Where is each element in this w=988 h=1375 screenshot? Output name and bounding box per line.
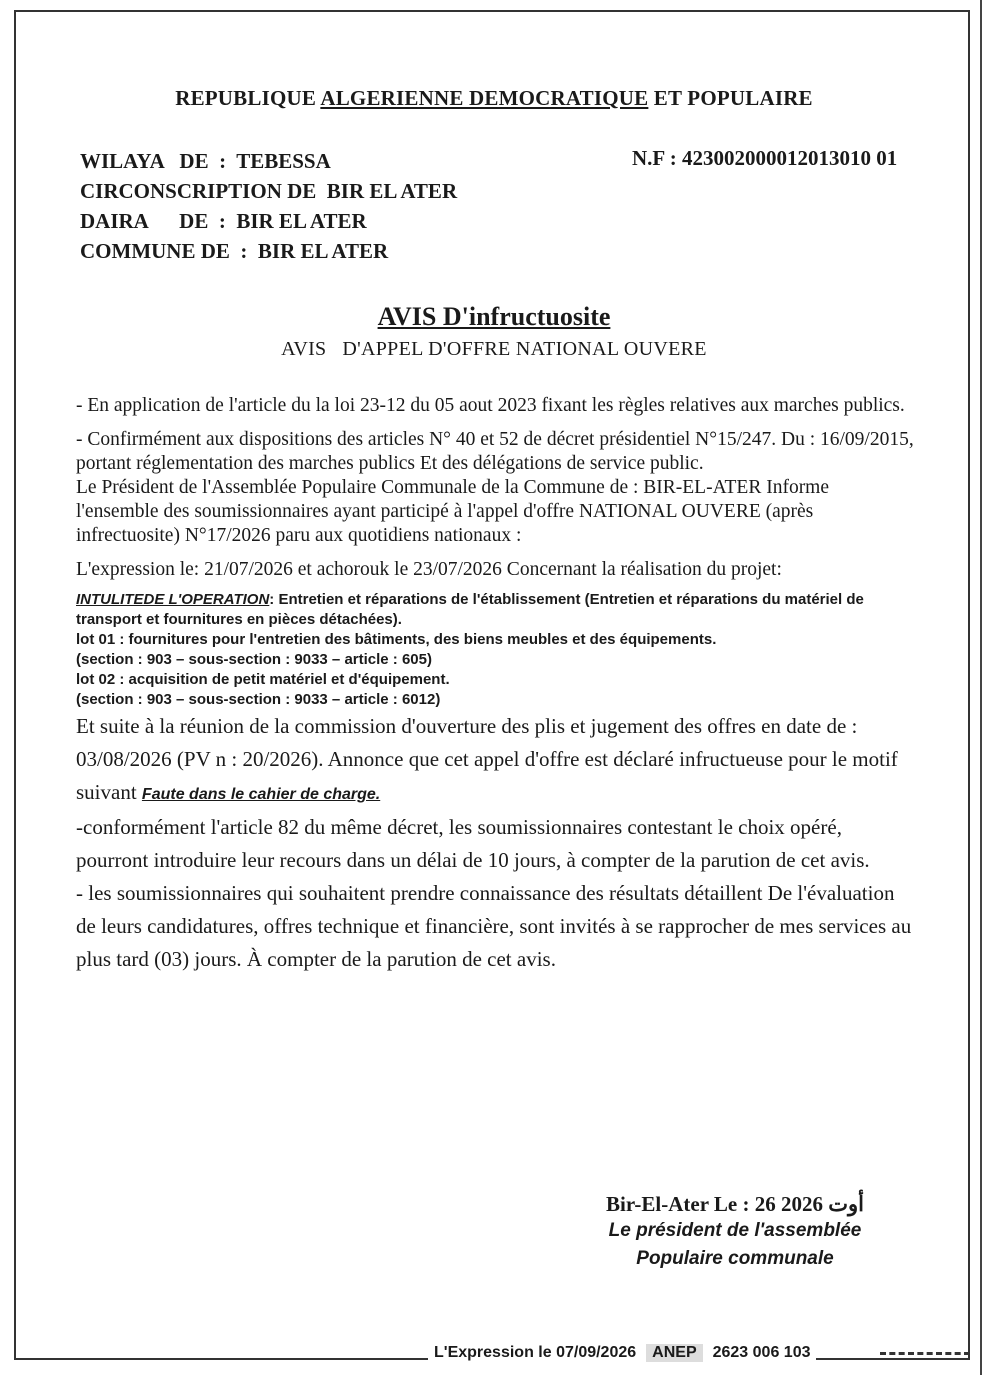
paragraph-commission <box>76 710 916 811</box>
header-part3: ET POPULAIRE <box>648 86 813 110</box>
reason-text: Faute dans le cahier de charge. <box>141 786 381 803</box>
commission-text: Et suite à la réunion de la commission d'ouverture des plis et jugement des offres en date de : 03/08/2026 (PV n : 20/2026). Annonce que cet appel d'offre est déclaré infructueuse pour le motif suivant <box>76 714 898 804</box>
footer-dashed-rule <box>880 1352 970 1355</box>
lot1-reference: (section : 903 – sous-section : 9033 – article : 605) <box>76 651 432 668</box>
paragraph-results: - les soumissionnaires qui souhaitent prendre connaissance des résultats détaillent De l'évaluation de leurs candidatures, offres technique et financière, sont invités à se rapprocher de mes services au plus tard (03) jours. À compter de la parution de cet avis. <box>76 881 912 971</box>
admin-block <box>80 146 457 266</box>
paragraph-decree: - Confirmément aux dispositions des articles N° 40 et 52 de décret présidentiel N°15/247. Du : 16/09/2015, portant réglementation des marches publics Et des délégations de service public. <box>76 429 914 474</box>
operation-label: INTULITEDE L'OPERATION <box>76 591 270 608</box>
signature-block <box>570 1192 900 1273</box>
anep-badge: ANEP <box>646 1344 702 1362</box>
circonscription-line: CIRCONSCRIPTION DE BIR EL ATER <box>80 179 458 203</box>
republic-header <box>0 86 988 111</box>
lot2-reference: (section : 903 – sous-section : 9033 – article : 6012) <box>76 691 441 708</box>
daira-line: DAIRA DE : BIR EL ATER <box>80 209 367 233</box>
paragraph-president: Le Président de l'Assemblée Populaire Communale de la Commune de : BIR-EL-ATER Informe l'ensemble des soumissionnaires ayant participé à l'appel d'offre NATIONAL OUVERE (après infrectuosite) N°17/2026 paru aux quotidiens nationaux : <box>76 477 830 546</box>
signature-role-line2: Populaire communale <box>636 1248 834 1269</box>
header-part2: ALGERIENNE DEMOCRATIQUE <box>320 86 649 110</box>
nf-number: N.F : 423002000012013010 01 <box>632 146 898 170</box>
publication-footer <box>428 1344 816 1362</box>
operation-text: : Entretien et réparations de l'établissement (Entretien et réparations du matériel de transport et fournitures en pièces détachées). <box>76 591 864 628</box>
paragraph-appeal: -conformément l'article 82 du même décret, les soumissionnaires contestant le choix opéré, pourront introduire leur recours dans un délai de 10 jours, à compter de la parution de cet avis. <box>76 815 870 872</box>
lot2-line: lot 02 : acquisition de petit matériel et d'équipement. <box>76 671 450 688</box>
footer-source: L'Expression le 07/09/2026 <box>434 1344 637 1361</box>
signature-date: Bir-El-Ater Le : 26 أوت 2026 <box>606 1192 864 1216</box>
paragraph-publication: L'expression le: 21/07/2026 et achorouk le 23/07/2026 Concernant la réalisation du projet: <box>76 559 782 580</box>
notice-body <box>76 394 916 976</box>
operation-block <box>76 590 916 710</box>
lot1-line: lot 01 : fournitures pour l'entretien des bâtiments, des biens meubles et des équipements. <box>76 631 717 648</box>
operation-description <box>76 590 916 630</box>
page-edge-rule <box>980 0 982 1375</box>
commune-line: COMMUNE DE : BIR EL ATER <box>80 239 389 263</box>
wilaya-line: WILAYA DE : TEBESSA <box>80 149 331 173</box>
header-part1: REPUBLIQUE <box>175 86 321 110</box>
notice-title: AVIS D'infructuosite <box>377 302 611 331</box>
notice-subtitle: AVIS D'APPEL D'OFFRE NATIONAL OUVERE <box>281 338 707 360</box>
signature-role-line1: Le président de l'assemblée <box>608 1220 862 1241</box>
footer-reference: 2623 006 103 <box>712 1344 811 1361</box>
paragraph-law: - En application de l'article du la loi 23-12 du 05 aout 2023 fixant les règles relatives aux marches publics. <box>76 395 905 416</box>
